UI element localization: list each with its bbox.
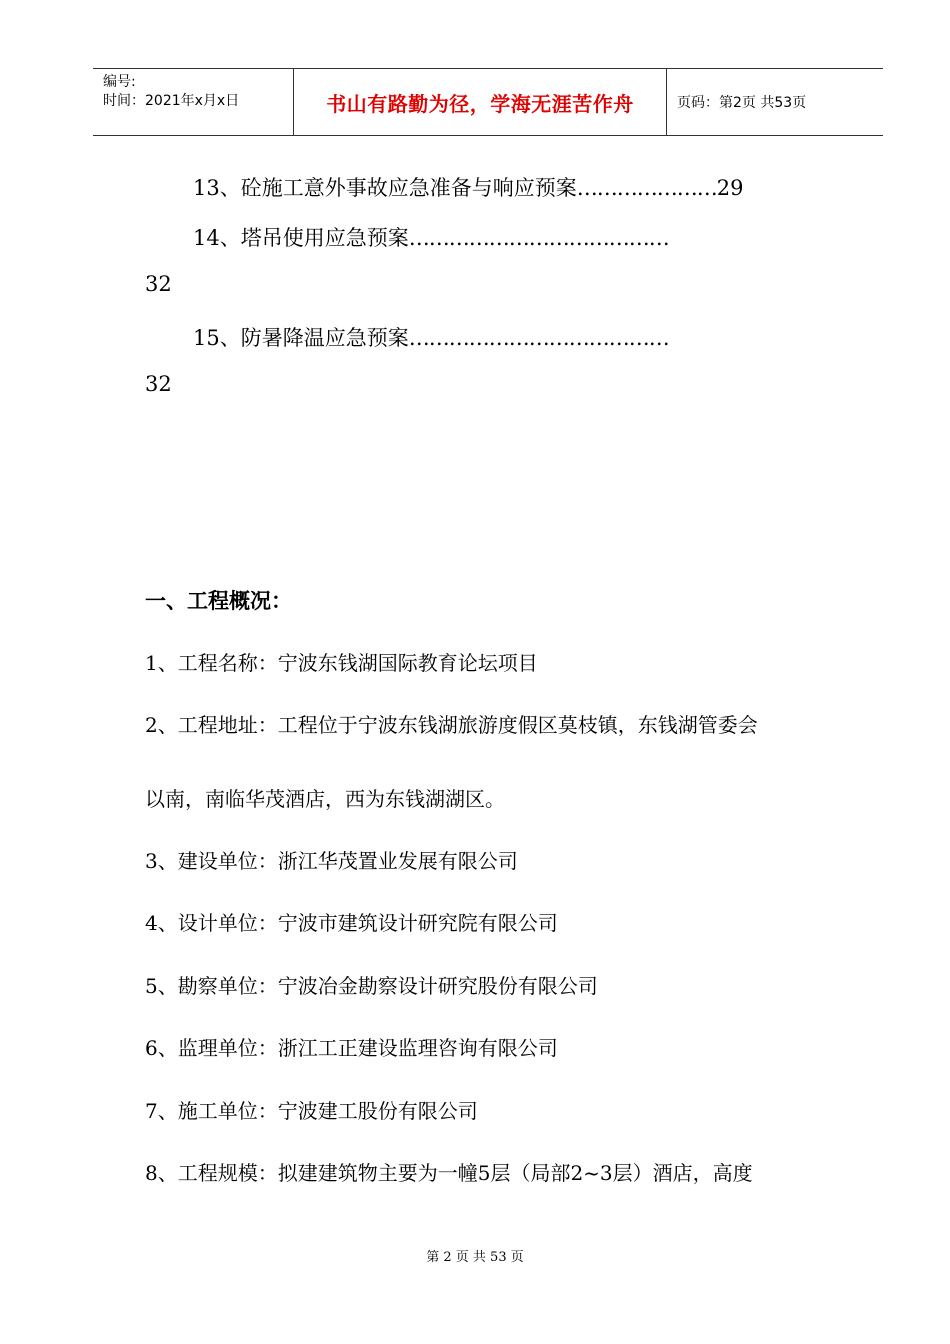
- item-project-address-cont: 以南，南临华茂酒店，西为东钱湖湖区。: [145, 787, 505, 811]
- toc-entry-label: 13、砼施工意外事故应急准备与响应预案: [193, 176, 577, 200]
- toc-entry-label: 15、防暑降温应急预案: [193, 326, 409, 350]
- item-construction-unit: 3、建设单位：浙江华茂置业发展有限公司: [145, 849, 518, 873]
- serial-label: 编号:: [103, 74, 136, 90]
- toc-entry-14: [193, 222, 669, 252]
- header-page-label: 页码：第2页 共53页: [677, 95, 807, 111]
- toc-leader-dots: …………………: [576, 176, 717, 200]
- header-motto-cell: [294, 69, 667, 135]
- toc-entry-label: 14、塔吊使用应急预案: [193, 226, 409, 250]
- time-label: 时间：2021年x月x日: [103, 93, 240, 109]
- header-page-cell: [667, 69, 883, 135]
- toc-entry-13: [193, 172, 743, 202]
- item-project-scale: 8、工程规模：拟建建筑物主要为一幢5层（局部2~3层）酒店，高度: [145, 1161, 753, 1185]
- item-project-name: 1、工程名称：宁波东钱湖国际教育论坛项目: [145, 651, 538, 675]
- page-header: [93, 68, 883, 136]
- toc-entry-page: 29: [716, 176, 744, 200]
- toc-leader-dots: …………………………………: [408, 326, 669, 350]
- item-project-address: 2、工程地址：工程位于宁波东钱湖旅游度假区莫枝镇，东钱湖管委会: [145, 713, 758, 737]
- item-design-unit: 4、设计单位：宁波市建筑设计研究院有限公司: [145, 911, 558, 935]
- item-survey-unit: 5、勘察单位：宁波冶金勘察设计研究股份有限公司: [145, 974, 598, 998]
- page-footer: 第 2 页 共 53 页: [426, 1250, 524, 1265]
- toc-entry-15-page: 32: [145, 372, 172, 396]
- section-title: 一、工程概况：: [145, 589, 292, 613]
- header-motto: 书山有路勤为径，学海无涯苦作舟: [326, 91, 634, 116]
- toc-entry-14-page: 32: [145, 272, 172, 296]
- item-supervision-unit: 6、监理单位：浙江工正建设监理咨询有限公司: [145, 1036, 558, 1060]
- toc-entry-15: [193, 322, 669, 352]
- item-contractor: 7、施工单位：宁波建工股份有限公司: [145, 1099, 478, 1123]
- toc-leader-dots: …………………………………: [408, 226, 669, 250]
- header-meta: [93, 69, 294, 135]
